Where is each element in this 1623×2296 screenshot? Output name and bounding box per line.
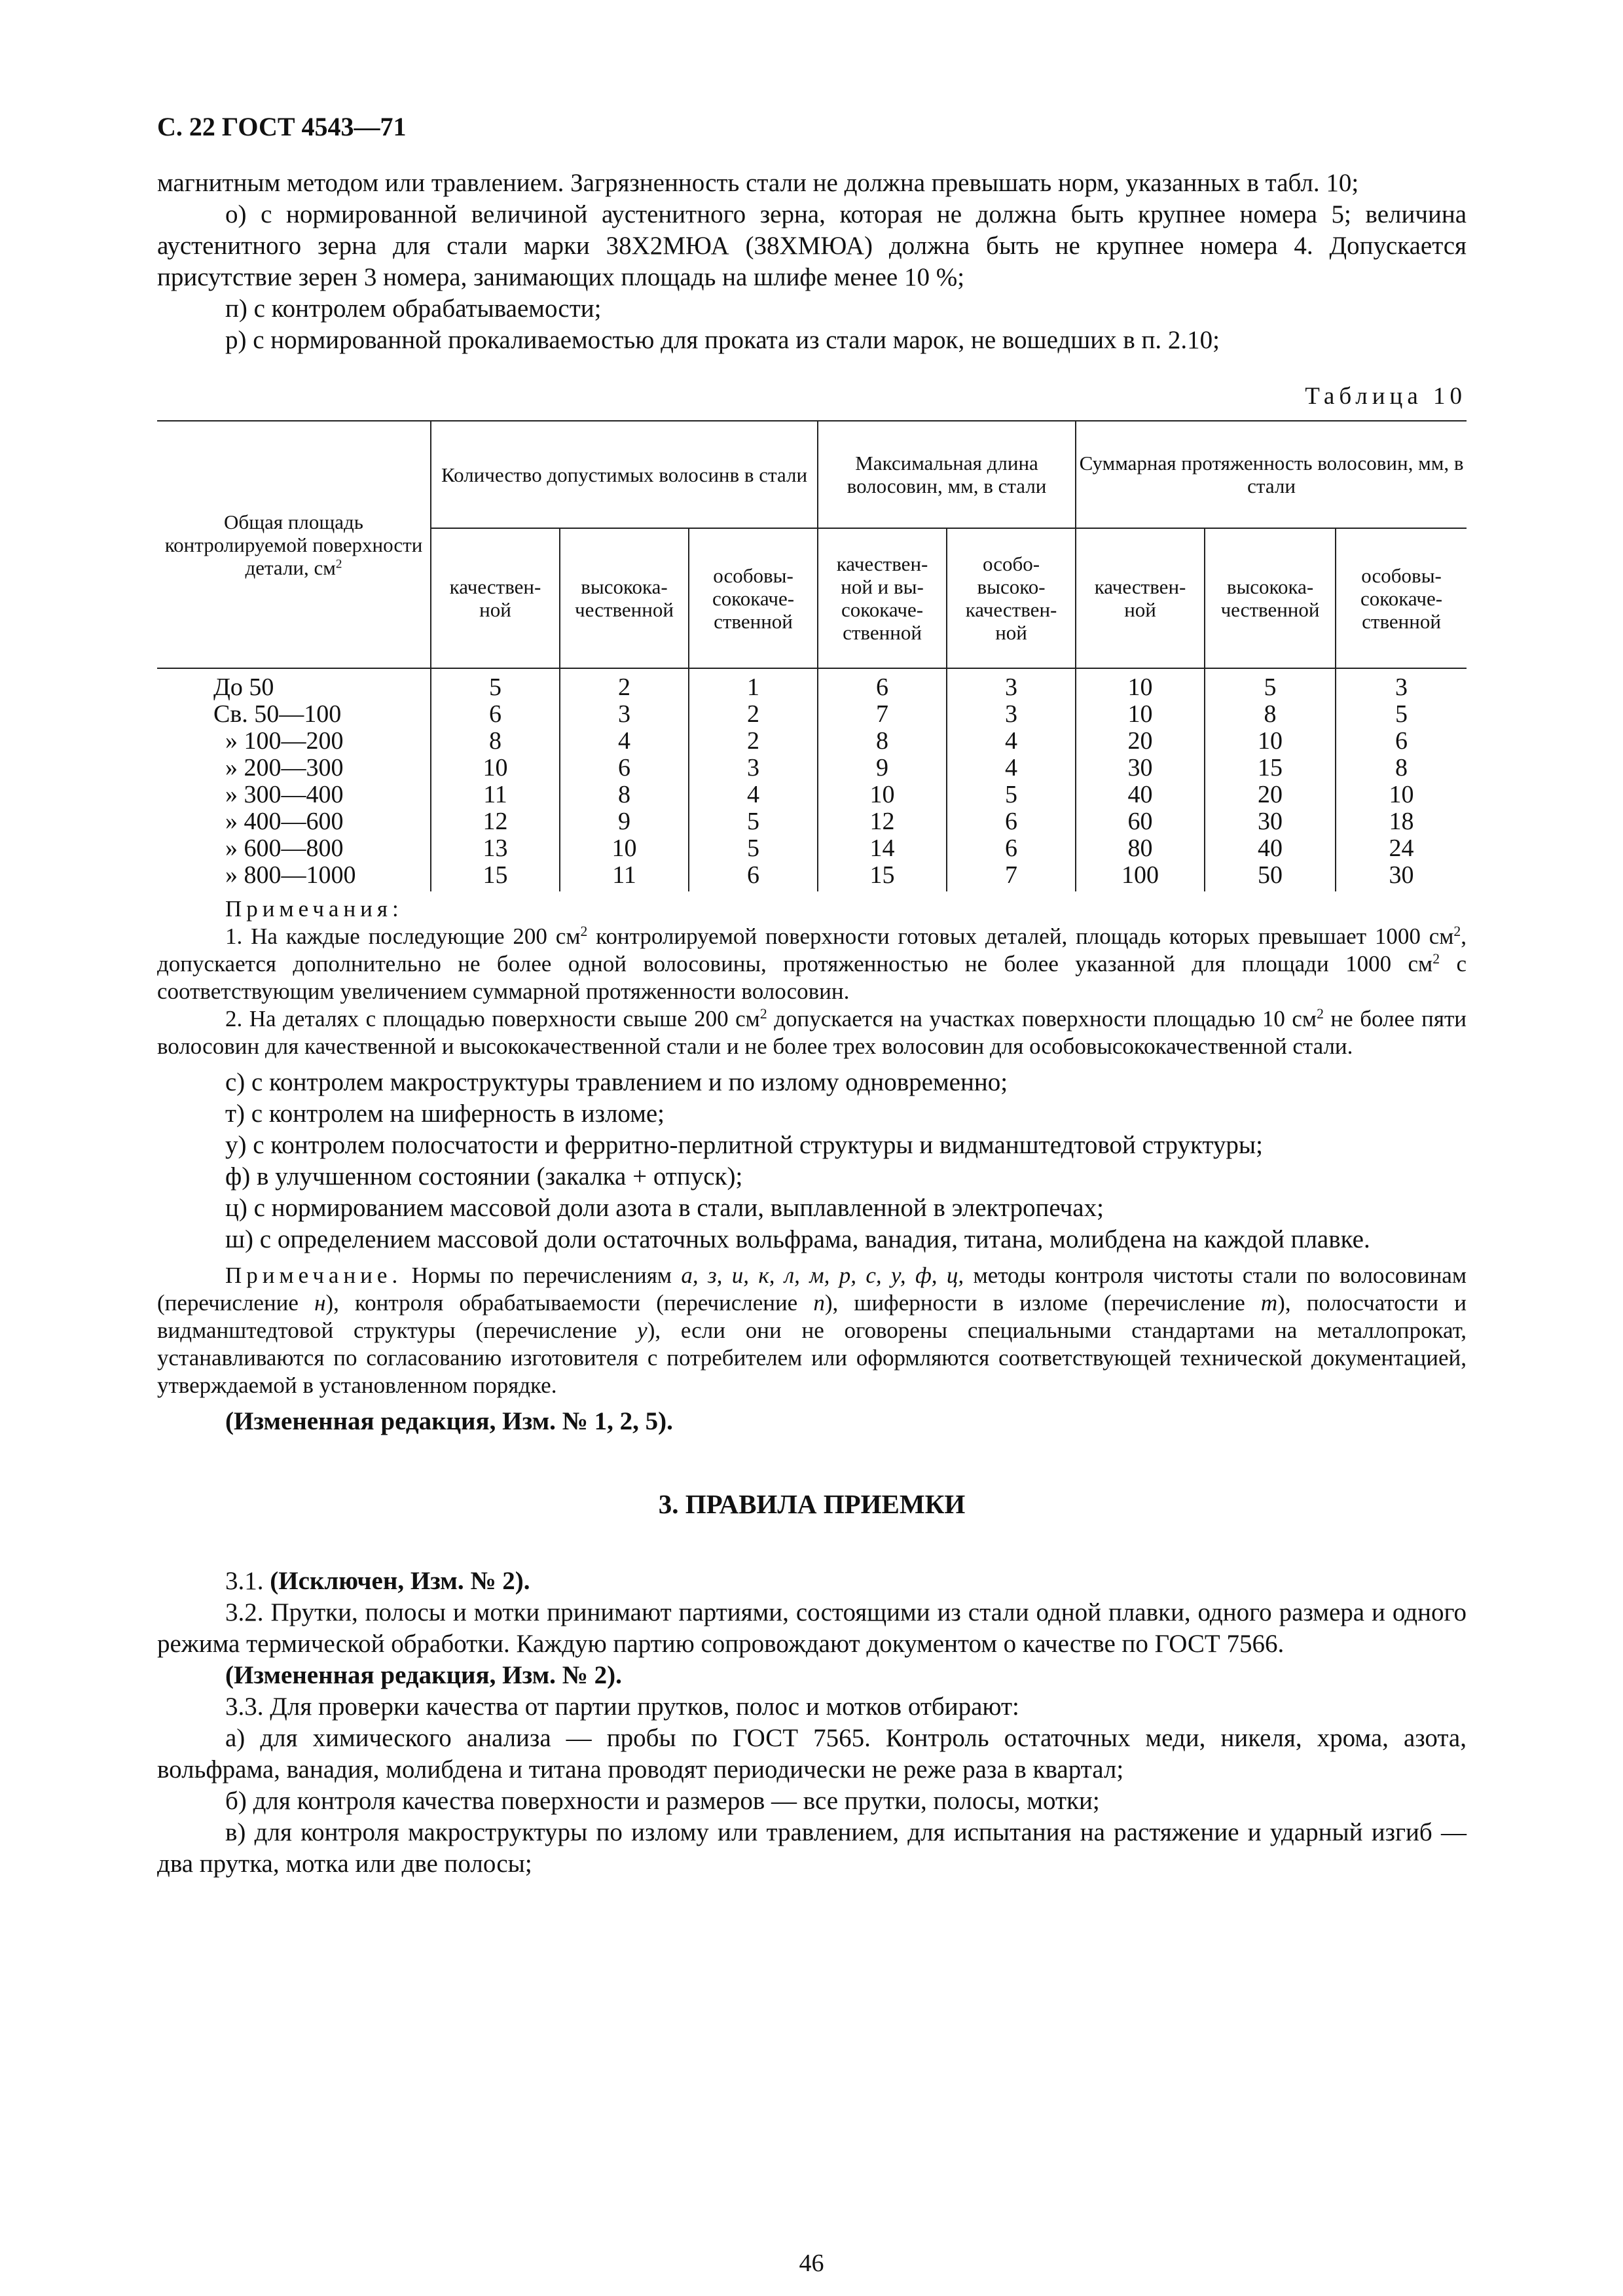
value-cell: 24 — [1336, 835, 1467, 862]
subheader: высокока-чественной — [1205, 528, 1336, 668]
value-cell: 10 — [1076, 701, 1205, 728]
subheader: высокока-чественной — [560, 528, 689, 668]
value-cell: 7 — [947, 862, 1076, 891]
area-range-cell: До 50 — [157, 668, 431, 701]
value-cell: 15 — [818, 862, 947, 891]
subheader: особовы-сококаче-ственной — [1336, 528, 1467, 668]
subheader: особо-высоко-качествен-ной — [947, 528, 1076, 668]
item-p: п) с контролем обрабатываемости; — [225, 295, 602, 323]
value-cell: 2 — [560, 668, 689, 701]
value-cell: 10 — [1076, 668, 1205, 701]
note-paragraph: Примечание. Нормы по перечислениям а, з, и, к, л, м, р, с, у, ф, ц, методы контроля чистоты стали по волосовинам (перечисление н), контроля обрабатываемости (перечисление п), шиферности в изломе (перечисление т), полосчатости и видманштедтовой структуры (перечисление у), если они не оговорены специальными стандартами на металлопрокат, устанавливаются по согласованию изготовителя с потребителем или оформляются соответствующей технической документацией, утверждаемой в установленном порядке. — [157, 1263, 1467, 1398]
value-cell: 5 — [431, 668, 560, 701]
area-range-cell: » 100—200 — [157, 728, 431, 755]
value-cell: 6 — [431, 701, 560, 728]
value-cell: 3 — [560, 701, 689, 728]
running-head: С. 22 ГОСТ 4543—71 — [157, 112, 407, 141]
value-cell: 8 — [1205, 701, 1336, 728]
table-row — [157, 862, 1467, 891]
value-cell: 5 — [689, 808, 818, 835]
amendment-note: (Измененная редакция, Изм. № 2). — [225, 1661, 622, 1689]
value-cell: 10 — [1205, 728, 1336, 755]
value-cell: 60 — [1076, 808, 1205, 835]
value-cell: 6 — [689, 862, 818, 891]
value-cell: 10 — [818, 781, 947, 808]
value-cell: 20 — [1205, 781, 1336, 808]
table-row — [157, 755, 1467, 781]
value-cell: 5 — [689, 835, 818, 862]
notes-title: Примечания: — [225, 896, 403, 922]
clause-3-3: 3.3. Для проверки качества от партии прутков, полос и мотков отбирают: — [225, 1693, 1019, 1721]
item-t: т) с контролем на шиферность в изломе; — [225, 1100, 665, 1128]
value-cell: 5 — [1336, 701, 1467, 728]
clause-3-3-b: б) для контроля качества поверхности и размеров — все прутки, полосы, мотки; — [225, 1787, 1100, 1815]
subheader: особовы-сококаче-ственной — [689, 528, 818, 668]
value-cell: 80 — [1076, 835, 1205, 862]
value-cell: 40 — [1076, 781, 1205, 808]
group-header-total-length: Суммарная протяженность волосовин, мм, в стали — [1076, 421, 1467, 528]
value-cell: 30 — [1205, 808, 1336, 835]
item-o: о) с нормированной величиной аустенитного зерна, которая не должна быть крупнее номера 5; величина аустенитного зерна для стали марки 38Х2МЮА (38ХМЮА) должна быть не крупнее номера 4. Допускается присутствие зерен 3 номера, занимающих площадь на шлифе менее 10 %; — [157, 200, 1467, 291]
value-cell: 14 — [818, 835, 947, 862]
value-cell: 6 — [947, 808, 1076, 835]
value-cell: 6 — [947, 835, 1076, 862]
clause-3-1: 3.1. (Исключен, Изм. № 2). — [225, 1567, 530, 1595]
table-row — [157, 668, 1467, 701]
value-cell: 3 — [689, 755, 818, 781]
value-cell: 6 — [1336, 728, 1467, 755]
value-cell: 5 — [1205, 668, 1336, 701]
value-cell: 100 — [1076, 862, 1205, 891]
value-cell: 20 — [1076, 728, 1205, 755]
table-row — [157, 701, 1467, 728]
value-cell: 3 — [1336, 668, 1467, 701]
table-body — [157, 668, 1467, 891]
value-cell: 3 — [947, 701, 1076, 728]
value-cell: 8 — [818, 728, 947, 755]
area-range-cell: » 400—600 — [157, 808, 431, 835]
value-cell: 11 — [560, 862, 689, 891]
item-s: с) с контролем макроструктуры травлением и по излому одновременно; — [225, 1068, 1008, 1096]
value-cell: 4 — [947, 728, 1076, 755]
table-caption: Таблица 10 — [1305, 383, 1467, 410]
value-cell: 2 — [689, 701, 818, 728]
value-cell: 12 — [818, 808, 947, 835]
area-range-cell: » 300—400 — [157, 781, 431, 808]
table-row — [157, 781, 1467, 808]
value-cell: 12 — [431, 808, 560, 835]
item-u: у) с контролем полосчатости и ферритно-перлитной структуры и видманштедтовой структуры; — [225, 1131, 1263, 1159]
value-cell: 40 — [1205, 835, 1336, 862]
group-header-count: Количество допустимых волосинв в стали — [431, 421, 818, 528]
table-row — [157, 728, 1467, 755]
table-row — [157, 835, 1467, 862]
table-row — [157, 808, 1467, 835]
intro-paragraph: магнитным методом или травлением. Загрязненность стали не должна превышать норм, указанных в табл. 10; — [157, 169, 1359, 197]
value-cell: 15 — [1205, 755, 1336, 781]
value-cell: 7 — [818, 701, 947, 728]
item-ts: ц) с нормированием массовой доли азота в стали, выплавленной в электропечах; — [225, 1194, 1104, 1222]
value-cell: 13 — [431, 835, 560, 862]
table-notes — [157, 895, 1467, 1060]
subheader: качествен-ной — [1076, 528, 1205, 668]
area-range-cell: » 200—300 — [157, 755, 431, 781]
steel-hairline-table — [157, 420, 1467, 891]
clause-3-3-v: в) для контроля макроструктуры по излому или травлением, для испытания на растяжение и ударный изгиб — два прутка, мотка или две полосы; — [157, 1818, 1467, 1878]
value-cell: 4 — [689, 781, 818, 808]
value-cell: 5 — [947, 781, 1076, 808]
amendment-note: (Измененная редакция, Изм. № 1, 2, 5). — [225, 1407, 673, 1435]
note-2: 2. На деталях с площадью поверхности свыше 200 $см^2$ допускается на участках поверхности площадью 10 $см^2$ не более пяти волосовин для качественной и высококачественной стали и не более трех волосовин для особовысококачественной стали. — [157, 1006, 1467, 1059]
page-number: 46 — [799, 2250, 824, 2277]
value-cell: 18 — [1336, 808, 1467, 835]
value-cell: 10 — [560, 835, 689, 862]
subheader: качествен-ной и вы-сококаче-ственной — [818, 528, 947, 668]
value-cell: 10 — [1336, 781, 1467, 808]
value-cell: 9 — [560, 808, 689, 835]
clause-3-2: 3.2. Прутки, полосы и мотки принимают партиями, состоящими из стали одной плавки, одного размера и одного режима термической обработки. Каждую партию сопровождают документом о качестве по ГОСТ 7566. — [157, 1598, 1467, 1658]
value-cell: 6 — [818, 668, 947, 701]
group-header-max-length: Максимальная длина волосовин, мм, в стали — [818, 421, 1076, 528]
area-range-cell: » 600—800 — [157, 835, 431, 862]
subheader: качествен-ной — [431, 528, 560, 668]
value-cell: 50 — [1205, 862, 1336, 891]
item-r: р) с нормированной прокаливаемостью для проката из стали марок, не вошедших в п. 2.10; — [225, 326, 1220, 354]
item-f: ф) в улучшенном состоянии (закалка + отпуск); — [225, 1162, 743, 1191]
value-cell: 30 — [1336, 862, 1467, 891]
value-cell: 11 — [431, 781, 560, 808]
value-cell: 4 — [947, 755, 1076, 781]
requirement-items — [157, 1067, 1467, 1255]
value-cell: 6 — [560, 755, 689, 781]
value-cell: 15 — [431, 862, 560, 891]
area-range-cell: » 800—1000 — [157, 862, 431, 891]
area-range-cell: Св. 50—100 — [157, 701, 431, 728]
value-cell: 10 — [431, 755, 560, 781]
area-column-header: Общая площадь контролируемой поверхности детали, $см^2$ — [157, 421, 431, 668]
value-cell: 9 — [818, 755, 947, 781]
value-cell: 8 — [431, 728, 560, 755]
clause-3-3-a: а) для химического анализа — пробы по ГОСТ 7565. Контроль остаточных меди, никеля, хрома, азота, вольфрама, ванадия, молибдена и титана проводят периодически не реже раза в квартал; — [157, 1724, 1467, 1784]
document-page — [157, 111, 1467, 1880]
value-cell: 3 — [947, 668, 1076, 701]
value-cell: 1 — [689, 668, 818, 701]
value-cell: 8 — [560, 781, 689, 808]
value-cell: 2 — [689, 728, 818, 755]
value-cell: 4 — [560, 728, 689, 755]
value-cell: 8 — [1336, 755, 1467, 781]
value-cell: 30 — [1076, 755, 1205, 781]
item-sh: ш) с определением массовой доли остаточных вольфрама, ванадия, титана, молибдена на каждой плавке. — [225, 1225, 1370, 1253]
note-1: 1. На каждые последующие 200 $см^2$ контролируемой поверхности готовых деталей, площадь которых превышает 1000 $см^2$, допускается дополнительно не более одной волосовины, протяженностью не более указанной для площади 1000 $см^2$ с соответствующим увеличением суммарной протяженности волосовин. — [157, 924, 1467, 1004]
section-title: 3. ПРАВИЛА ПРИЕМКИ — [658, 1489, 966, 1519]
